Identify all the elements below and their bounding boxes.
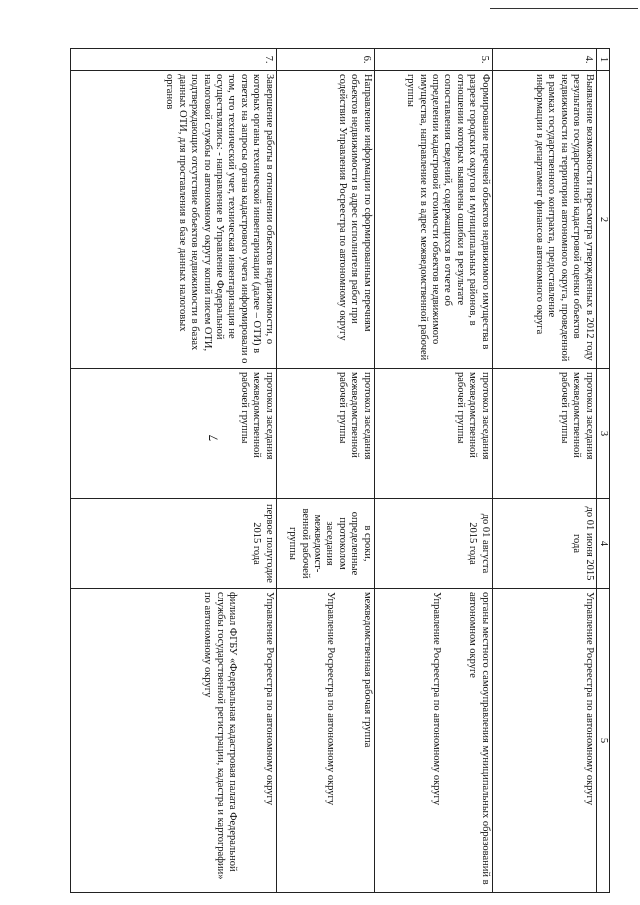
responsible-line: межведомственная рабочая группа (361, 592, 373, 748)
header-cell-1: 1 (596, 49, 609, 71)
responsible-line: органы местного самоуправления муниципальных образований в автономном округе (467, 592, 491, 885)
row-number: 7. (71, 49, 277, 71)
row-number: 5. (374, 49, 492, 71)
row-number: 4. (492, 49, 596, 71)
header-cell-5: 5 (596, 589, 609, 893)
result-cell: протокол заседания межведомственной рабочей группы (374, 369, 492, 499)
spacer (336, 592, 360, 889)
deadline-cell: в сроки, определенные протоколом заседания межведомст-венной рабочей группы (276, 499, 374, 589)
responsible-cell (276, 589, 374, 893)
deadline-cell: до 01 июня 2015 года (492, 499, 596, 589)
rotated-table-wrapper (70, 48, 610, 892)
plan-table (70, 48, 610, 893)
deadline-cell: до 01 августа 2015 года (374, 499, 492, 589)
responsible-cell (492, 589, 596, 893)
header-cell-4: 4 (596, 499, 609, 589)
result-cell: протокол заседания межведомственной рабочей группы (71, 369, 277, 499)
responsible-line: Управление Росреестра по автономному округу (263, 592, 275, 806)
deadline-cell: первое полугодие 2015 года (71, 499, 277, 589)
table-row (492, 49, 596, 893)
table-header-row (596, 49, 609, 893)
task-cell: Выявление возможности пересмотра утвержденных в 2012 году результатов государственной кадастровой оценки объектов недвижимости на территории автономного округа, проведенной в рамках государственного контракта, предоставление информации в департамент финансов автономного округа (492, 71, 596, 369)
responsible-line: Управление Росреестра по автономному округу (325, 592, 337, 806)
page-number: 7 (205, 434, 221, 442)
task-cell: Формирование перечней объектов недвижимого имущества в разрезе городских округов и муниципальных районов, в отношении которых выявлены ошибки в результате сопоставления сведений, содержащихся в отчете об определении кадастровой стоимости объектов недвижимого имущества, направление их в адрес межведомственной рабочей группы (374, 71, 492, 369)
responsible-cell (374, 589, 492, 893)
responsible-line: филиал ФГБУ «Федеральная кадастровая палата Федеральной службы государственной регистрации, кадастра и картографии» по автономному округу (202, 592, 239, 880)
table-row (374, 49, 492, 893)
spacer (442, 592, 466, 889)
responsible-line: Управление Росреестра по автономному округу (430, 592, 442, 806)
responsible-cell (71, 589, 277, 893)
result-cell: протокол заседания межведомственной рабочей группы (492, 369, 596, 499)
header-cell-3: 3 (596, 369, 609, 499)
header-cell-2: 2 (596, 71, 609, 369)
table-row (71, 49, 277, 893)
result-cell: протокол заседания межведомственной рабочей группы (276, 369, 374, 499)
table-row (276, 49, 374, 893)
spacer (238, 592, 262, 889)
header-rule (490, 8, 638, 9)
task-cell: Завершение работы в отношении объектов недвижимости, о которых органы технической инвентаризации (далее – ОТИ) в ответах на запросы органа кадастрового учета информировали о том, что технический учет, техническая инвентаризация не осуществлялись: - направление в Управление Федеральной налоговой службы по автономному округу копий писем ОТИ, подтверждающих отсутствие объектов недвижимости в базах данных ОТИ, для проставления в базе данных налоговых органов (71, 71, 277, 369)
responsible-line: Управление Росреестра по автономному округу (583, 592, 595, 806)
row-number: 6. (276, 49, 374, 71)
task-cell: Направление информации по сформированным перечням объектов недвижимости в адрес исполнителя работ при содействии Управления Росреестра по автономному округу (276, 71, 374, 369)
